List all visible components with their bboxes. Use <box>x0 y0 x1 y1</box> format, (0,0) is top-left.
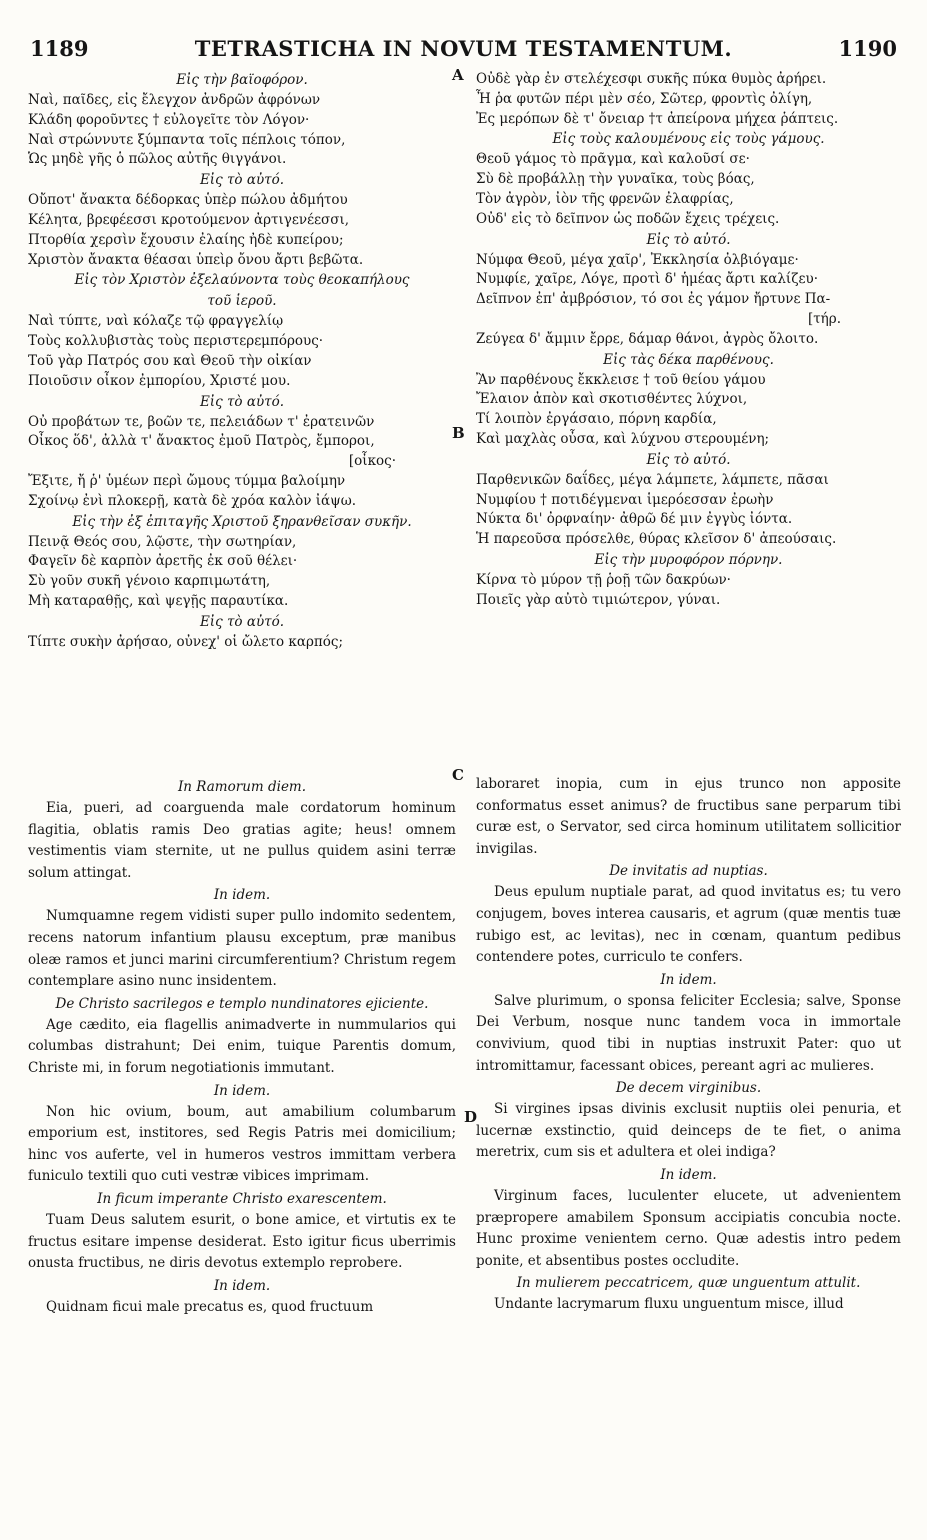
verse-line: Οὐδ' εἰς τὸ δεῖπνον ὡς ποδῶν ἔχεις τρέχεις. <box>476 210 780 227</box>
section-heading: Εἰς τὸ αὐτό. <box>646 231 731 248</box>
verse-line: Θεοῦ γάμος τὸ πρᾶγμα, καὶ καλοῦσί σε· <box>476 151 750 168</box>
paragraph: Si virgines ipsas divinis exclusit nuptiis olei penuria, et lucernæ exstinctio, quid deinceps de te fiet, o anima meretrix, cum sis et adultera et olei indiga? <box>476 1101 901 1161</box>
verse-line: Δεῖπνον ἐπ' ἀμβρόσιον, τό σοι ἐς γάμον ἤρτυνε Πα- <box>476 291 831 308</box>
verse-line: Ἂν παρθένους ἔκκλεισε † τοῦ θείου γάμου <box>476 371 766 388</box>
verse-line: Σὺ δὲ προβάλλῃ τὴν γυναῖκα, τοὺς βόας, <box>476 171 755 188</box>
verse-line: Ὡς μηδὲ γῆς ὁ πῶλος αὐτῆς θιγγάνοι. <box>28 151 287 168</box>
greek-column-left <box>28 70 456 653</box>
verse-line: Οὐδὲ γὰρ ἐν στελέχεσφι συκῆς πύκα θυμὸς ἀρήρει. <box>476 71 827 87</box>
verse-line: Ἡ παρεοῦσα πρόσελθε, θύρας κλεῖσον δ' ἀπεούσαις. <box>476 531 837 548</box>
verse-line: Ἐς μερόπων δὲ τ' ὄνειαρ †τ ἀπείρονα μήχεα ῥάπτεις. <box>476 110 839 127</box>
paragraph: laboraret inopia, cum in ejus trunco non apposite conformatus esset animus? de fructibus sane perparum tibi curæ est, o Servator, sed circa hominum utilitatem sollicitior invigilas. <box>476 776 901 857</box>
verse-continuation: [οἶκος· <box>348 453 396 470</box>
margin-marker-a: A <box>452 66 464 84</box>
section-heading: Εἰς τὴν μυροφόρον πόρνην. <box>594 551 783 568</box>
greek-column-right <box>476 70 901 611</box>
running-title: TETRASTICHA IN NOVUM TESTAMENTUM. <box>194 36 733 61</box>
section-heading: In idem. <box>213 887 271 904</box>
page-header <box>30 36 897 68</box>
latin-column-left <box>28 776 456 1318</box>
section-heading: In ficum imperante Christo exarescentem. <box>97 1190 387 1207</box>
section-heading: De decem virginibus. <box>615 1080 762 1097</box>
verse-line: Νυμφίου † ποτιδέγμεναι ἱμερόεσσαν ἐρωὴν <box>476 491 774 508</box>
paragraph: Virginum faces, luculenter elucete, ut advenientem præpropere amabilem Sponsum accipiatis concubia nocte. Hunc proxime venientem cerno. Quæ adestis intro pedem ponite, et absentibus postes occludite. <box>476 1187 901 1269</box>
section-heading: τοῦ ἱεροῦ. <box>207 293 277 310</box>
paragraph: Deus epulum nuptiale parat, ad quod invitatus es; tu vero conjugem, boves interea causaris, et agrum (quæ mentis tuæ rubigo est, ac levitas), nec in cœnam, quantum pedibus contendere potes, curriculo te confers. <box>476 884 901 966</box>
section-heading: In idem. <box>660 971 717 988</box>
verse-line: Παρθενικῶν δαΐδες, μέγα λάμπετε, λάμπετε, πᾶσαι <box>476 471 829 488</box>
verse-line: Ἦ ῥα φυτῶν πέρι μὲν σέο, Σῶτερ, φροντὶς ὀλίγη, <box>476 90 813 107</box>
verse-line: Οὐ προβάτων τε, βοῶν τε, πελειάδων τ' ἐρατεινῶν <box>28 413 375 430</box>
verse-line: Καὶ μαχλὰς οὖσα, καὶ λύχνου στερουμένη; <box>476 430 770 447</box>
section-heading: In idem. <box>213 1277 271 1294</box>
verse-line: Τίπτε συκὴν ἀρήσαο, οὐνεχ' οἱ ὤλετο καρπός; <box>28 633 344 650</box>
paragraph: Tuam Deus salutem esurit, o bone amice, et virtutis ex te fructus esitare impense desiderat. Esto igitur ficus uberrimis onusta fructibus, ne diris devotus extemplo reprobere. <box>28 1211 456 1272</box>
verse-line: Κίρνα τὸ μύρον τῇ ῥοῇ τῶν δακρύων· <box>476 571 731 588</box>
section-heading: Εἰς τὸ αὐτό. <box>199 613 285 630</box>
section-heading: Εἰς τὸ αὐτό. <box>199 172 285 189</box>
section-heading: Εἰς τοὺς καλουμένους εἰς τοὺς γάμους. <box>552 131 825 148</box>
section-heading: Εἰς τὴν ἐξ ἐπιταγῆς Χριστοῦ ξηρανθεῖσαν συκῆν. <box>72 513 412 530</box>
verse-line: Οὔποτ' ἄνακτα δέδορκας ὑπὲρ πώλου ἀδμήτου <box>28 192 348 209</box>
verse-line: Χριστὸν ἄνακτα θέασαι ὑπεὶρ ὄνου ἄρτι βεβῶτα. <box>28 251 364 268</box>
verse-line: Τοῦ γὰρ Πατρός σου καὶ Θεοῦ τὴν οἰκίαν <box>28 352 312 369</box>
section-heading: De Christo sacrilegos e templo nundinatores ejiciente. <box>55 995 429 1012</box>
section-heading: Εἰς τὸ αὐτό. <box>646 451 731 468</box>
verse-line: Σχοίνῳ ἐνὶ πλοκερῇ, κατὰ δὲ χρόα καλὸν ἰάψω. <box>28 492 357 509</box>
verse-line: Ναὶ, παῖδες, εἰς ἔλεγχον ἀνδρῶν ἀφρόνων <box>28 92 321 108</box>
latin-column-right <box>476 774 901 1316</box>
verse-line: Φαγεῖν δὲ καρπὸν ἀρετῆς ἐκ σοῦ θέλει· <box>28 553 298 570</box>
paragraph: Non hic ovium, boum, aut amabilium columbarum emporium est, institores, sed Regis Patris mei domicilium; hinc vos auferte, vel in humeros vestros immittam verbera funiculo textili quo cuti vestræ vibices imprimam. <box>28 1103 456 1185</box>
section-heading: In Ramorum diem. <box>177 779 307 795</box>
section-heading: In mulierem peccatricem, quæ unguentum attulit. <box>516 1275 861 1292</box>
page-number-right: 1190 <box>838 36 897 61</box>
verse-line: Τί λοιπὸν ἐργάσαιο, πόρνη καρδία, <box>476 411 717 428</box>
paragraph: Numquamne regem vidisti super pullo indomito sedentem, recens natorum infantium plausu exceptum, præ manibus oleæ ramos et junci marini circumferentium? Christum regem contemplare asino nunc insidentem. <box>28 908 456 990</box>
verse-line: Ἔλαιον ἀπὸν καὶ σκοτισθέντες λύχνοι, <box>476 391 748 408</box>
verse-line: Πτορθία χερσὶν ἔχουσιν ἐλαίης ἠδὲ κυπείρου; <box>28 231 344 248</box>
verse-line: Νύκτα δι' ὀρφναίην· ἀθρῶ δέ μιν ἐγγὺς ἰόντα. <box>476 511 793 528</box>
verse-line: Κλάδη φοροῦντες † εὐλογεῖτε τὸν Λόγον· <box>28 111 310 128</box>
verse-line: Μὴ καταραθῇς, καὶ ψεγῇς παραυτίκα. <box>28 592 289 609</box>
verse-line: Κέλητα, βρεφέεσσι κροτούμενον ἀρτιγενέεσσι, <box>28 211 350 228</box>
verse-line: Τὸν ἀγρὸν, ἰὸν τῆς φρενῶν ἐλαφρίας, <box>476 190 734 207</box>
verse-line: Ζεύγεα δ' ἄμμιν ἔρρε, δάμαρ θάνοι, ἀγρὸς ὄλοιτο. <box>476 330 819 347</box>
verse-line: Οἶκος ὅδ', ἀλλὰ τ' ἄνακτος ἐμοῦ Πατρὸς, ἔμποροι, <box>28 433 375 450</box>
paragraph: Quidnam ficui male precatus es, quod fructuum <box>46 1298 374 1315</box>
section-heading: Εἰς τὸν Χριστὸν ἐξελαύνοντα τοὺς θεοκαπήλους <box>74 272 410 289</box>
margin-marker-d: D <box>464 1108 478 1126</box>
verse-line: Ναὶ τύπτε, ναὶ κόλαζε τῷ φραγγελίῳ <box>28 313 284 330</box>
verse-line: Νυμφίε, χαῖρε, Λόγε, προτὶ δ' ἡμέας ἄρτι καλίζευ· <box>476 271 819 288</box>
section-heading: Εἰς τὰς δέκα παρθένους. <box>603 351 774 368</box>
section-heading: In idem. <box>660 1166 717 1183</box>
verse-line: Σὺ γοῦν συκῆ γένοιο καρπιμωτάτη, <box>28 573 271 590</box>
verse-continuation: [τήρ. <box>807 310 841 327</box>
paragraph: Salve plurimum, o sponsa feliciter Ecclesia; salve, Sponse Dei Verbum, nosque nunc tandem voca in immortale convivium, quod tibi in nuptias instruxit Pater: quo ut intromittamur, facessant obices, pereant agri ac mulieres. <box>476 992 901 1074</box>
margin-marker-c: C <box>452 766 464 784</box>
page-number-left: 1189 <box>30 36 89 61</box>
verse-line: Ποιεῖς γὰρ αὐτὸ τιμιώτερον, γύναι. <box>476 591 721 608</box>
section-heading: Εἰς τὴν βαϊοφόρον. <box>176 72 308 88</box>
section-heading: In idem. <box>213 1082 271 1099</box>
verse-line: Ἔξιτε, ἤ ῥ' ὑμέων περὶ ὤμους τύμμα βαλοίμην <box>28 472 346 489</box>
section-heading: Εἰς τὸ αὐτό. <box>199 393 285 410</box>
verse-line: Τοὺς κολλυβιστὰς τοὺς περιστερεμπόρους· <box>28 333 324 350</box>
section-heading: De invitatis ad nuptias. <box>609 863 768 880</box>
verse-line: Ναὶ στρώννυτε ξύμπαντα τοῖς πέπλοις τόπον, <box>28 131 346 148</box>
verse-line: Πεινᾷ Θεός σου, λῷστε, τὴν σωτηρίαν, <box>28 533 297 550</box>
paragraph: Eia, pueri, ad coarguenda male cordatorum hominum flagitia, oblatis ramis Deo gratias agite; heus! omnem vestimentis viam sternite, ut ne pullus quidem asini terræ solum attingat. <box>28 800 456 881</box>
paragraph: Undante lacrymarum fluxu unguentum misce, illud <box>494 1296 844 1313</box>
paragraph: Age cædito, eia flagellis animadverte in nummularios qui columbas distrahunt; Dei enim, tuique Parentis domum, Christe mi, in forum negotiationis immutant. <box>28 1016 456 1076</box>
margin-marker-b: B <box>452 424 465 442</box>
verse-line: Νύμφα Θεοῦ, μέγα χαῖρ', Ἐκκλησία ὀλβιόγαμε· <box>476 251 799 268</box>
verse-line: Ποιοῦσιν οἶκον ἐμπορίου, Χριστέ μου. <box>28 372 291 389</box>
